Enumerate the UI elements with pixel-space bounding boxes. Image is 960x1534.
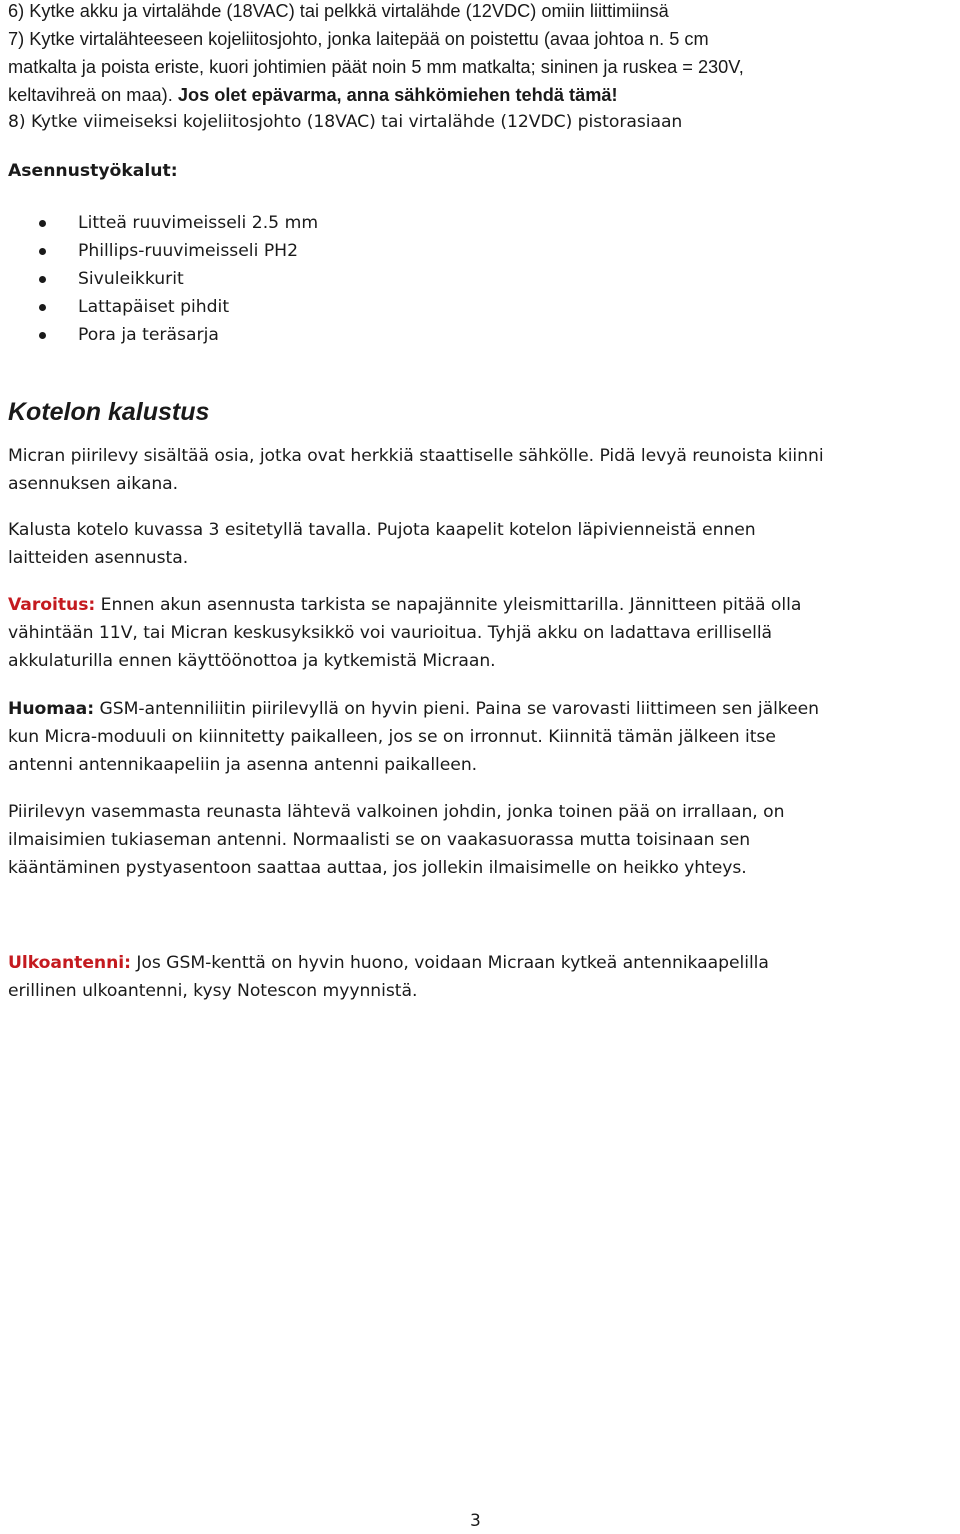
bullet-icon xyxy=(39,332,46,339)
step-6-text: 6) Kytke akku ja virtalähde (18VAC) tai pelkkä virtalähde (12VDC) omiin liittimiinsä xyxy=(8,1,669,21)
warning-text: Ennen akun asennusta tarkista se napajännite yleismittarilla. Jännitteen pitää olla xyxy=(95,595,802,615)
bullet-icon xyxy=(39,276,46,283)
note-line-3: antenni antennikaapeliin ja asenna antenni paikalleen. xyxy=(8,755,478,775)
warning-line-2: vähintään 11V, tai Micran keskusyksikkö voi vaurioitua. Tyhjä akku on ladattava erillisellä xyxy=(8,623,773,643)
paragraph-3-line-1: Piirilevyn vasemmasta reunasta lähtevä valkoinen johdin, jonka toinen pää on irrallaan, on xyxy=(8,802,785,822)
tools-heading: Asennustyökalut: xyxy=(8,161,178,181)
outdoor-antenna-line-1 xyxy=(8,949,769,977)
step-7-text-end: keltavihreä on maa). xyxy=(8,85,178,105)
list-item xyxy=(0,265,318,293)
tool-item-label: Litteä ruuvimeisseli 2.5 mm xyxy=(78,213,319,233)
bullet-icon xyxy=(39,220,46,227)
warning-line-3: akkulaturilla ennen käyttöönottoa ja kytkemistä Micraan. xyxy=(8,651,496,671)
note-text: GSM-antenniliitin piirilevyllä on hyvin pieni. Paina se varovasti liittimeen sen jälkeen xyxy=(94,699,819,719)
step-7-warning: Jos olet epävarma, anna sähkömiehen tehdä tämä! xyxy=(177,85,618,105)
list-item xyxy=(0,237,318,265)
paragraph-1-line-1: Micran piirilevy sisältää osia, jotka ovat herkkiä staattiselle sähkölle. Pidä levyä reunoista kiinni xyxy=(8,446,824,466)
outdoor-antenna-label: Ulkoantenni: xyxy=(8,953,131,973)
paragraph-1-line-2: asennuksen aikana. xyxy=(8,474,179,494)
tool-item-label: Sivuleikkurit xyxy=(78,269,184,289)
note-label: Huomaa: xyxy=(8,699,95,719)
note-line-2: kun Micra-moduuli on kiinnitetty paikalleen, jos se on irronnut. Kiinnitä tämän jälkeen itse xyxy=(8,727,776,747)
tools-list xyxy=(0,209,318,349)
bullet-icon xyxy=(39,304,46,311)
step-7-line-3 xyxy=(8,81,618,109)
bullet-icon xyxy=(39,248,46,255)
tool-item-label: Lattapäiset pihdit xyxy=(78,297,230,317)
paragraph-2-line-2: laitteiden asennusta. xyxy=(8,548,189,568)
step-7-line-1: 7) Kytke virtalähteeseen kojeliitosjohto, jonka laitepää on poistettu (avaa johtoa n. 5 cm xyxy=(8,29,709,49)
tool-item-label: Pora ja teräsarja xyxy=(78,325,219,345)
tool-item-label: Phillips-ruuvimeisseli PH2 xyxy=(78,241,299,261)
step-8-text: 8) Kytke viimeiseksi kojeliitosjohto (18VAC) tai virtalähde (12VDC) pistorasiaan xyxy=(8,112,683,132)
paragraph-3-line-3: kääntäminen pystyasentoon saattaa auttaa, jos jollekin ilmaisimelle on heikko yhteys. xyxy=(8,858,747,878)
list-item xyxy=(0,293,318,321)
note-line-1 xyxy=(8,695,819,723)
page-number: 3 xyxy=(470,1511,481,1531)
section-heading: Kotelon kalustus xyxy=(8,398,210,426)
warning-label: Varoitus: xyxy=(8,595,96,615)
list-item xyxy=(0,209,318,237)
step-7-line-2: matkalta ja poista eriste, kuori johtimien päät noin 5 mm matkalta; sininen ja ruskea = 230V, xyxy=(8,57,744,77)
list-item xyxy=(0,321,318,349)
paragraph-3-line-2: ilmaisimien tukiaseman antenni. Normaalisti se on vaakasuorassa mutta toisinaan sen xyxy=(8,830,751,850)
paragraph-2-line-1: Kalusta kotelo kuvassa 3 esitetyllä tavalla. Pujota kaapelit kotelon läpivienneistä ennen xyxy=(8,520,756,540)
warning-line-1 xyxy=(8,591,801,619)
outdoor-antenna-line-2: erillinen ulkoantenni, kysy Notescon myynnistä. xyxy=(8,981,418,1001)
outdoor-antenna-text: Jos GSM-kenttä on hyvin huono, voidaan Micraan kytkeä antennikaapelilla xyxy=(130,953,769,973)
